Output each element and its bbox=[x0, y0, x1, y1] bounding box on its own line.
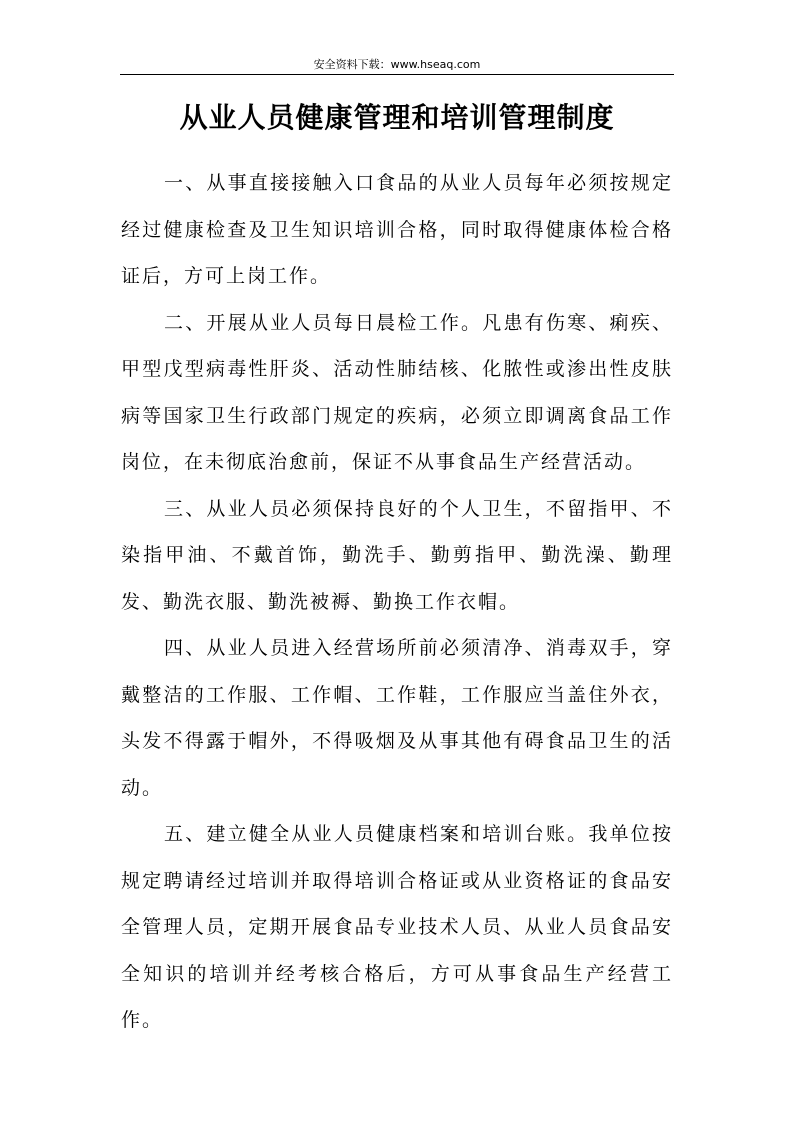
document-body bbox=[121, 160, 673, 1044]
document-title: 从业人员健康管理和培训管理制度 bbox=[179, 101, 615, 134]
paragraph-1: 一、从事直接接触入口食品的从业人员每年必须按规定经过健康检查及卫生知识培训合格，同时取得健康体检合格证后，方可上岗工作。 bbox=[121, 172, 673, 287]
page-header bbox=[120, 56, 674, 75]
paragraph-5: 五、建立健全从业人员健康档案和培训台账。我单位按规定聘请经过培训并取得培训合格证或从业资格证的食品安全管理人员，定期开展食品专业技术人员、从业人员食品安全知识的培训并经考核合格后，方可从事食品生产经营工作。 bbox=[121, 823, 673, 1031]
header-text: 安全资料下载：www.hseaq.com bbox=[313, 58, 481, 71]
paragraph-2: 二、开展从业人员每日晨检工作。凡患有伤寒、痢疾、甲型戊型病毒性肝炎、活动性肺结核、化脓性或渗出性皮肤病等国家卫生行政部门规定的疾病，必须立即调离食品工作岗位，在未彻底治愈前，保证不从事食品生产经营活动。 bbox=[121, 311, 673, 473]
paragraph-3: 三、从业人员必须保持良好的个人卫生，不留指甲、不染指甲油、不戴首饰，勤洗手、勤剪指甲、勤洗澡、勤理发、勤洗衣服、勤洗被褥、勤换工作衣帽。 bbox=[121, 497, 673, 613]
paragraph-4: 四、从业人员进入经营场所前必须清净、消毒双手，穿戴整洁的工作服、工作帽、工作鞋，工作服应当盖住外衣，头发不得露于帽外，不得吸烟及从事其他有碍食品卫生的活动。 bbox=[121, 637, 673, 799]
